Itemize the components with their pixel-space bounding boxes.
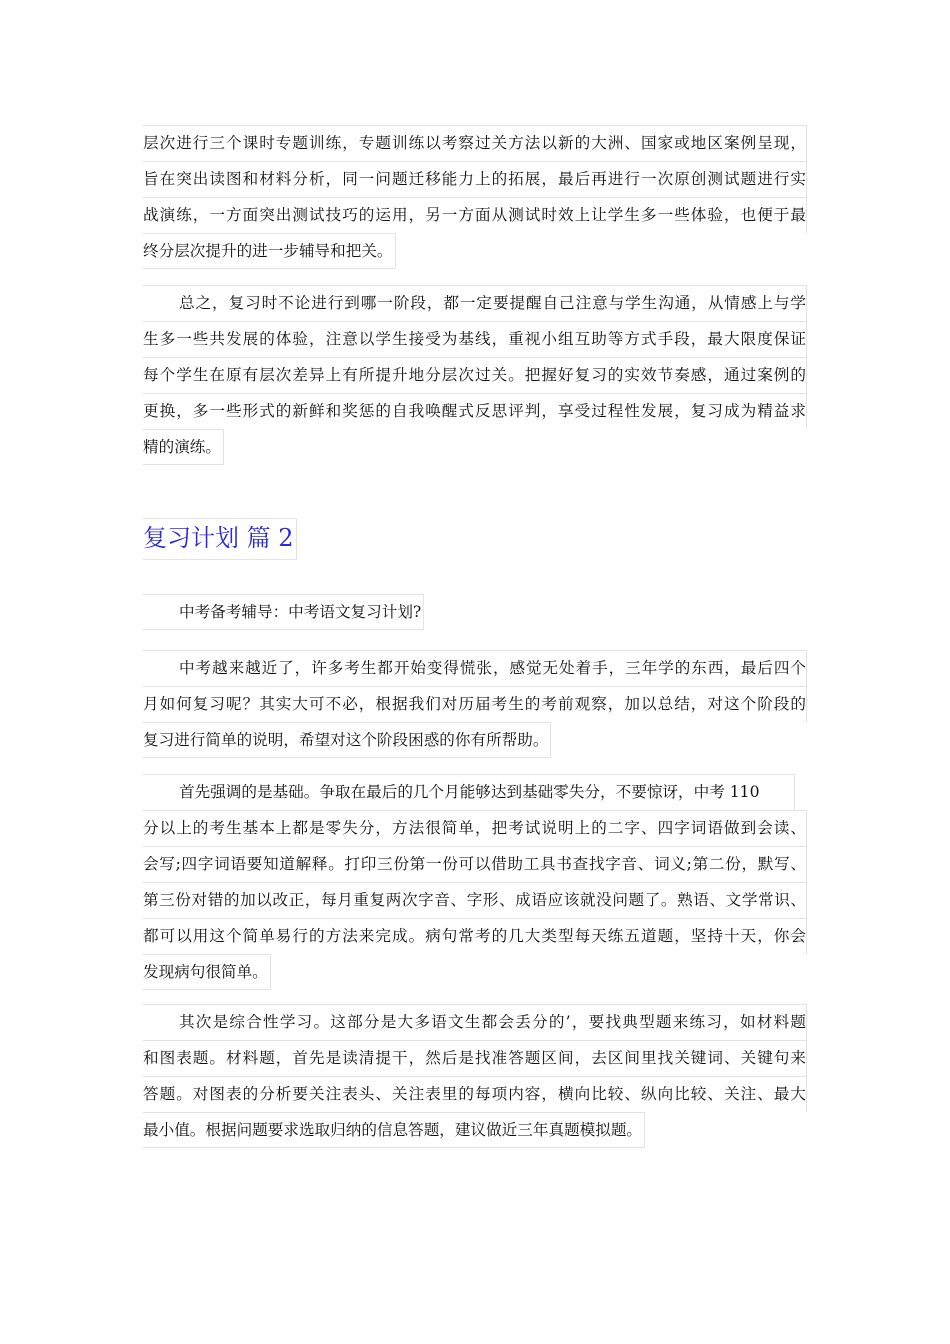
paragraph-subtitle [143, 594, 807, 634]
paragraph-summary [143, 285, 807, 469]
text-line: 第三份对错的加以改正，每月重复两次字音、字形、成语应该就没问题了。熟语、文学常识、 [143, 882, 807, 918]
text-line: 战演练，一方面突出测试技巧的运用，另一方面从测试时效上让学生多一些体验，也便于最 [143, 197, 807, 233]
text-line: 最小值。根据问题要求选取归纳的信息答题，建议做近三年真题模拟题。 [143, 1112, 645, 1148]
text-line: 旨在突出读图和材料分析，同一问题迁移能力上的拓展，最后再进行一次原创测试题进行实 [143, 161, 807, 197]
text-line: 分以上的考生基本上都是零失分，方法很简单，把考试说明上的二字、四字词语做到会读、 [143, 810, 807, 846]
paragraph-comprehensive-learning [143, 1004, 807, 1152]
text-line: 和图表题。材料题，首先是读清提干，然后是找准答题区间，去区间里找关键词、关键句来 [143, 1040, 807, 1076]
text-line: 精的演练。 [143, 429, 224, 465]
paragraph-intro [143, 650, 807, 762]
text-line: 中考越来越近了，许多考生都开始变得慌张，感觉无处着手，三年学的东西，最后四个 [143, 650, 807, 686]
text-line: 发现病句很简单。 [143, 954, 271, 990]
text-line: 生多一些共发展的体验，注意以学生接受为基线，重视小组互助等方式手段，最大限度保证 [143, 321, 807, 357]
text-line: 月如何复习呢？其实大可不必，根据我们对历届考生的考前观察，加以总结，对这个阶段的 [143, 686, 807, 722]
text-line: 中考备考辅导：中考语文复习计划? [143, 594, 424, 630]
text-line: 都可以用这个简单易行的方法来完成。病句常考的几大类型每天练五道题，坚持十天，你会 [143, 918, 807, 954]
text-line: 每个学生在原有层次差异上有所提升地分层次过关。把握好复习的实效节奏感，通过案例的 [143, 357, 807, 393]
text-line: 答题。对图表的分析要关注表头、关注表里的每项内容，横向比较、纵向比较、关注、最大 [143, 1076, 807, 1112]
text-line: 会写;四字词语要知道解释。打印三份第一份可以借助工具书查找字音、词义;第二份，默写、 [143, 846, 807, 882]
section-heading: 复习计划 篇 2 [143, 518, 297, 560]
text-line: 复习进行简单的说明，希望对这个阶段困惑的你有所帮助。 [143, 722, 551, 758]
text-line: 更换，多一些形式的新鲜和奖惩的自我唤醒式反思评判，享受过程性发展，复习成为精益求 [143, 393, 807, 429]
text-line: 首先强调的是基础。争取在最后的几个月能够达到基础零失分，不要惊讶，中考 110 [143, 774, 795, 810]
paragraph-basics [143, 774, 807, 994]
text-line: 总之，复习时不论进行到哪一阶段，都一定要提醒自己注意与学生沟通，从情感上与学 [143, 285, 807, 321]
text-line: 终分层次提升的进一步辅导和把关。 [143, 233, 396, 269]
text-line: 其次是综合性学习。这部分是大多语文生都会丢分的’，要找典型题来练习，如材料题 [143, 1004, 807, 1040]
paragraph-continued-tiered-training [143, 125, 807, 273]
text-line: 层次进行三个课时专题训练，专题训练以考察过关方法以新的大洲、国家或地区案例呈现， [143, 125, 807, 161]
